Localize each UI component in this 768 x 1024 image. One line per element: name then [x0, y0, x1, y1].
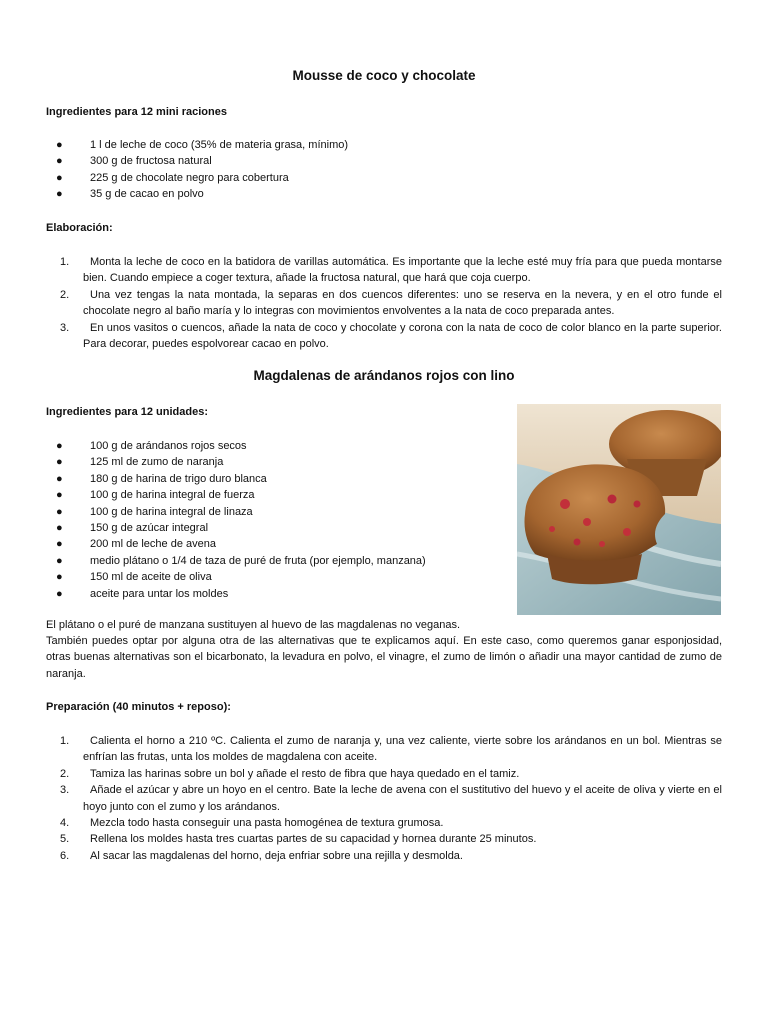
list-item: ● 300 g de fructosa natural: [56, 153, 348, 169]
list-item: ● aceite para untar los moldes: [56, 586, 426, 602]
list-item: ● 150 ml de aceite de oliva: [56, 569, 426, 585]
list-item: ● 35 g de cacao en polvo: [56, 186, 348, 202]
bullet-icon: ●: [56, 554, 63, 567]
recipe1-ingredients-heading: Ingredientes para 12 mini raciones: [46, 106, 227, 118]
bullet-icon: ●: [56, 171, 63, 184]
muffin-illustration: [517, 404, 721, 615]
list-item: 6. Al sacar las magdalenas del horno, deja enfriar sobre una rejilla y desmolda.: [60, 849, 463, 862]
bullet-icon: ●: [56, 538, 63, 551]
recipe1-ingredients-list: [56, 137, 348, 203]
recipe1-title: Mousse de coco y chocolate: [292, 68, 476, 83]
recipe2-steps-heading: Preparación (40 minutos + reposo):: [46, 701, 231, 713]
list-item: ● medio plátano o 1/4 de taza de puré de fruta (por ejemplo, manzana): [56, 553, 426, 569]
recipe2-steps-list: [46, 733, 722, 864]
bullet-icon: ●: [56, 571, 63, 584]
recipe2-ingredients-list: [56, 438, 426, 602]
list-item: 3. Añade el azúcar y abre un hoyo en el centro. Bate la leche de avena con el sustitutivo del huevo y el aceite de oliva y vierte en el hoyo junto con el zumo y los arándanos.: [60, 784, 722, 813]
bullet-icon: ●: [56, 188, 63, 201]
list-item: 2. Tamiza las harinas sobre un bol y añade el resto de fibra que haya quedado en el tamiz.: [60, 767, 520, 780]
bullet-icon: ●: [56, 155, 63, 168]
list-item: ● 200 ml de leche de avena: [56, 536, 426, 552]
list-item: ● 100 g de harina integral de linaza: [56, 504, 426, 520]
recipe1-steps-list: [46, 254, 722, 352]
recipe2-title: Magdalenas de arándanos rojos con lino: [253, 368, 515, 383]
bullet-icon: ●: [56, 440, 63, 452]
recipe2-ingredients-heading: Ingredientes para 12 unidades:: [46, 406, 208, 418]
list-item: 1. Calienta el horno a 210 ºC. Calienta el zumo de naranja y, una vez caliente, vierte sobre los arándanos en un bol. Mientras se enfrían las frutas, unta los moldes de magdalena con aceite.: [60, 735, 722, 764]
list-item: ● 125 ml de zumo de naranja: [56, 454, 426, 470]
list-item: ● 100 g de harina integral de fuerza: [56, 487, 426, 503]
bullet-icon: ●: [56, 587, 63, 600]
recipe2-note-2: También puedes optar por alguna otra de las alternativas que te explicamos aquí. En este caso, como queremos ganar esponjosidad, otras buenas alternativas son el bicarbonato, la levadura en polvo, el vinagre, el zumo de limón o añadir una mayor cantidad de zumo de naranja.: [46, 635, 722, 680]
muffin-photo: [517, 404, 721, 615]
bullet-icon: ●: [56, 472, 63, 485]
list-item: 2. Una vez tengas la nata montada, la separas en dos cuencos diferentes: uno se reserva en la nevera, y en el otro funde el chocolate negro al baño maría y lo integras con movimientos envolventes a la nata de coco preparada antes.: [60, 288, 722, 318]
bullet-icon: ●: [56, 139, 63, 151]
list-item: 3. En unos vasitos o cuencos, añade la nata de coco y chocolate y corona con la nata de coco de color blanco en la parte superior. Para decorar, puedes espolvorear cacao en polvo.: [60, 321, 722, 351]
bullet-icon: ●: [56, 489, 63, 502]
bullet-icon: ●: [56, 505, 63, 518]
list-item: 5. Rellena los moldes hasta tres cuartas partes de su capacidad y hornea durante 25 minutos.: [60, 833, 537, 846]
list-item: 1. Monta la leche de coco en la batidora de varillas automática. Es importante que la leche esté muy fría para que pueda montarse bien. Cuando empiece a coger textura, añade la fructosa natural, que hará que coja cuerpo.: [60, 256, 722, 285]
recipe1-steps-heading: Elaboración:: [46, 222, 113, 234]
list-item: ● 1 l de leche de coco (35% de materia grasa, mínimo): [56, 137, 348, 153]
list-item: ● 100 g de arándanos rojos secos: [56, 438, 426, 454]
list-item: ● 225 g de chocolate negro para cobertura: [56, 170, 348, 186]
bullet-icon: ●: [56, 456, 63, 469]
list-item: 4. Mezcla todo hasta conseguir una pasta homogénea de textura grumosa.: [60, 817, 444, 830]
bullet-icon: ●: [56, 521, 63, 534]
list-item: ● 150 g de azúcar integral: [56, 520, 426, 536]
list-item: ● 180 g de harina de trigo duro blanca: [56, 471, 426, 487]
recipe2-note: El plátano o el puré de manzana sustituyen al huevo de las magdalenas no veganas.: [46, 619, 461, 631]
